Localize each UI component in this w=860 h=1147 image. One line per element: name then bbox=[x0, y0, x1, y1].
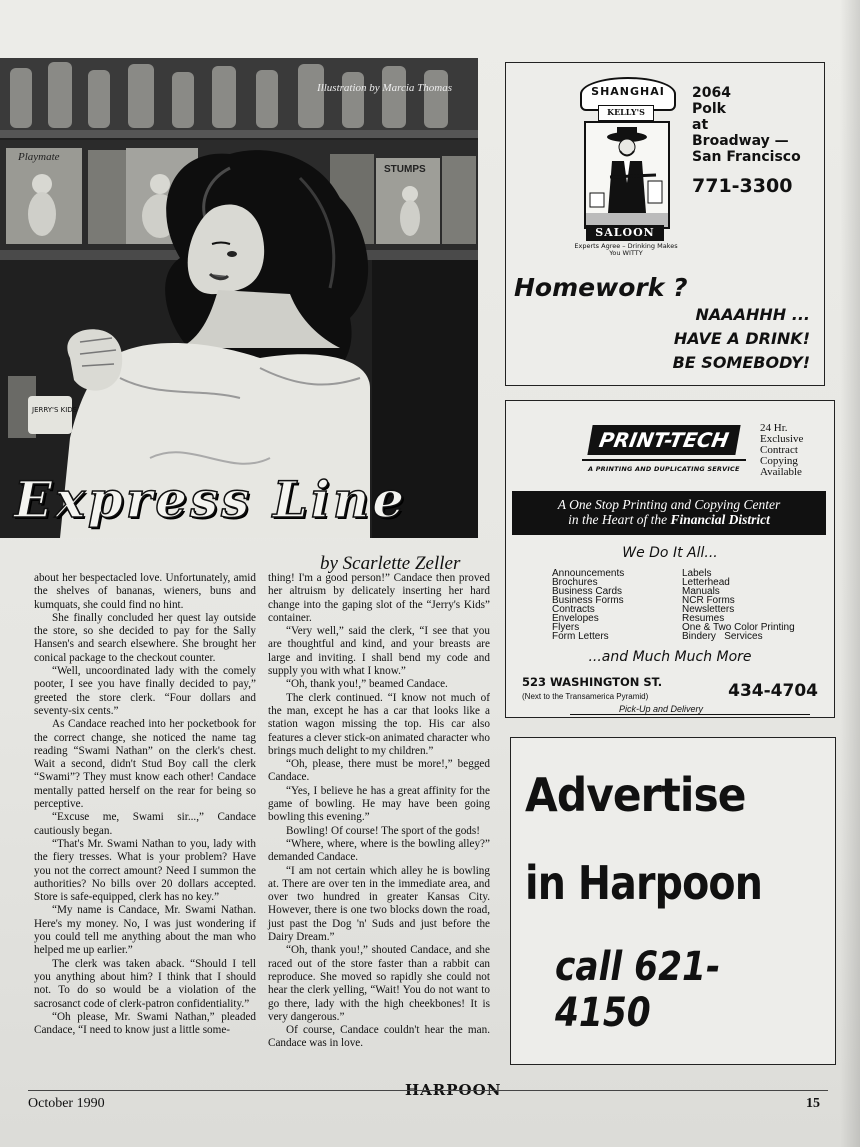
paragraph: “I am not certain which alley he is bowling at. There are over ten in the immediate area, and over two hundred in greater Kansas City. However, there is one two blocks down the road, just past the Dog 'n' Suds and just before the Dairy Dream.” bbox=[268, 864, 490, 944]
can-label-text: JERRY'S KIDS bbox=[32, 406, 78, 414]
service-item: One & Two Color Printing bbox=[682, 622, 795, 633]
advertise-line-2: in Harpoon bbox=[525, 856, 763, 910]
saloon-address bbox=[692, 85, 801, 165]
saloon-name: SALOON bbox=[586, 225, 664, 241]
footer-rule bbox=[28, 1090, 828, 1091]
address-line: 2064 bbox=[692, 85, 731, 101]
paragraph: “Oh, please, there must be more!,” begged Candace. bbox=[268, 758, 490, 784]
print-tech-hours bbox=[760, 423, 803, 478]
slogan-line: HAVE A DRINK! bbox=[673, 329, 810, 348]
paragraph: Of course, Candace couldn't hear the man. Candace was in love. bbox=[268, 1024, 490, 1050]
print-tech-logo: PRINT-TECH bbox=[587, 425, 740, 455]
paragraph: The clerk was taken aback. “Should I tell you anything about him? I think that I should not. To do so would be a violation of the sacrosanct code of clerk-patron confidentiality.” bbox=[34, 957, 256, 1010]
service-item: Manuals bbox=[682, 586, 720, 597]
poster-playmate-text: Playmate bbox=[18, 151, 60, 163]
print-tech-address: 523 WASHINGTON ST. bbox=[522, 675, 663, 689]
article-byline: by Scarlette Zeller bbox=[320, 553, 461, 574]
saloon-phone: 771-3300 bbox=[692, 175, 793, 197]
banner-line-2-text: in the Heart of the bbox=[568, 512, 668, 527]
slogan-line: NAAAHHH ... bbox=[695, 305, 810, 324]
harpoon-advertisement bbox=[510, 737, 836, 1065]
address-line: Broadway — bbox=[692, 133, 789, 149]
article-title: Express Line bbox=[14, 470, 408, 529]
service-item: Form Letters bbox=[552, 631, 609, 642]
advertise-phone: call 621-4150 bbox=[555, 944, 721, 1036]
address-line: San Francisco bbox=[692, 149, 801, 165]
saloon-sign: SHANGHAI bbox=[580, 77, 676, 111]
banner-line-2 bbox=[512, 512, 826, 527]
saloon-kelly-label: KELLY'S bbox=[598, 105, 654, 121]
service-item: NCR Forms bbox=[682, 595, 735, 606]
poster-stumps-text: STUMPS bbox=[384, 164, 426, 175]
paragraph: “My name is Candace, Mr. Swami Nathan. Here's my money. No, I was just wondering if you could tell me anything about the man who helped me up earlier.” bbox=[34, 904, 256, 957]
saloon-headline: Homework ? bbox=[514, 273, 688, 302]
saloon-logo bbox=[576, 77, 676, 263]
service-item: Contracts bbox=[552, 604, 595, 615]
saloon-advertisement bbox=[505, 62, 825, 386]
paragraph: Bowling! Of course! The sport of the gods! bbox=[286, 824, 480, 837]
paragraph: The clerk continued. “I know not much of the man, except he has a car that looks like a station wagon missing the top. His car also features a clever stick-on animated character who brings much delight to my children.” bbox=[268, 691, 490, 757]
bartender-illustration bbox=[584, 121, 670, 229]
paragraph: As Candace reached into her pocketbook for the correct change, she noticed the name tag reading “Swami Nathan” on the clerk's chest. Wait a second, didn't Stud Boy call the clerk “Swami”? They must know each other! Candace mentally patted herself on the rear for being so perceptive. bbox=[34, 718, 256, 811]
address-line: Polk bbox=[692, 101, 726, 117]
service-item: Resumes bbox=[682, 613, 725, 624]
article-column-2 bbox=[268, 572, 490, 1051]
paragraph: She finally concluded her quest lay outside the store, so she decided to pay for the Sally Hansen's and search elsewhere. She brought her conical package to the checkout counter. bbox=[34, 611, 256, 664]
advertise-line-1: Advertise bbox=[525, 768, 746, 822]
illustration-credit: Illustration by Marcia Thomas bbox=[317, 82, 452, 94]
print-tech-phone: 434-4704 bbox=[728, 681, 818, 701]
paragraph: about her bespectacled love. Unfortunately, amid the shelves of bananas, wieners, buns and kumquats, she could find no hint. bbox=[34, 572, 256, 611]
print-tech-banner bbox=[512, 491, 826, 535]
print-tech-tagline: A PRINTING AND DUPLICATING SERVICE bbox=[588, 465, 740, 473]
slogan-line: BE SOMEBODY! bbox=[672, 353, 810, 372]
service-item: Newsletters bbox=[682, 604, 735, 615]
paragraph: thing! I'm a good person!” Candace then proved her altruism by delicately inserting her hard change into the gaping slot of the “Jerry's Kids” container. bbox=[268, 572, 490, 624]
service-item: Announcements bbox=[552, 568, 625, 579]
paragraph: “Oh, thank you!,” beamed Candace. bbox=[286, 678, 448, 691]
address-line: at bbox=[692, 117, 709, 133]
page-number: 15 bbox=[806, 1096, 820, 1111]
hours-line: Contract bbox=[760, 444, 798, 456]
banner-line-1: A One Stop Printing and Copying Center bbox=[557, 497, 781, 512]
hours-line: Available bbox=[760, 466, 802, 478]
hours-line: 24 Hr. bbox=[760, 422, 788, 434]
service-item: Envelopes bbox=[552, 613, 599, 624]
saloon-slogan bbox=[673, 303, 810, 375]
paragraph: “Oh, thank you!,” shouted Candace, and she raced out of the store faster than a rabbit can reproduce. She moved so rapidly she could not hear the clerk yelling, “Wait! You do not want to go there, lady with the high cheekbones! It is very dangerous.” bbox=[268, 944, 490, 1023]
print-tech-pickup: Pick-Up and Delivery bbox=[616, 704, 706, 714]
footer-brand: HARPOON bbox=[405, 1081, 502, 1099]
paragraph: “Oh please, Mr. Swami Nathan,” pleaded Candace, “I need to know just a little some- bbox=[34, 1010, 256, 1037]
print-tech-more: ...and Much Much More bbox=[588, 649, 752, 665]
paragraph: “Well, uncoordinated lady with the comely pooter, I see you have finally decided to pay,” greeted the store clerk. “Four dollars and seventy-six cents.” bbox=[34, 665, 256, 717]
article-column-1 bbox=[34, 572, 256, 1037]
paragraph: “Yes, I believe he has a great affinity for the game of bowling. He may have been going bowling this evening.” bbox=[268, 784, 490, 824]
footer-date: October 1990 bbox=[28, 1096, 105, 1111]
service-item: Brochures bbox=[552, 577, 598, 588]
paragraph: “Excuse me, Swami sir...,” Candace cautiously began. bbox=[34, 811, 256, 837]
services-list-right bbox=[682, 569, 795, 641]
service-item: Business Forms bbox=[552, 595, 624, 606]
service-item: Letterhead bbox=[682, 577, 730, 588]
service-item: Labels bbox=[682, 568, 712, 579]
pickup-rule bbox=[570, 714, 810, 715]
page-edge-shadow bbox=[840, 0, 860, 1147]
paragraph: “Very well,” said the clerk, “I see that you are thoughtful and kind, and your breasts are large and inviting. I shall bend my code and supply you with what I know.” bbox=[268, 625, 490, 678]
paragraph: “That's Mr. Swami Nathan to you, lady with the fiery tresses. What is your problem? Have you not the correct amount? Need I summon the authorities? No bills over 20 dollars accepted. Store is safe-equipped, clerk has no key.” bbox=[34, 837, 256, 904]
service-item: Business Cards bbox=[552, 586, 623, 597]
hours-line: Exclusive bbox=[760, 433, 804, 445]
service-item: Flyers bbox=[552, 622, 580, 633]
paragraph: “Where, where, where is the bowling alley?” demanded Candace. bbox=[268, 837, 490, 864]
print-tech-advertisement bbox=[505, 400, 835, 718]
banner-line-2-bold: Financial District bbox=[670, 512, 770, 527]
services-list-left bbox=[552, 569, 624, 641]
article-illustration bbox=[0, 58, 478, 538]
print-tech-address-note: (Next to the Transamerica Pyramid) bbox=[522, 692, 649, 701]
logo-divider bbox=[582, 459, 746, 461]
saloon-tagline: Experts Agree – Drinking Makes You WITTY bbox=[574, 242, 678, 257]
bartender-icon bbox=[586, 123, 668, 227]
print-tech-we-do: We Do It All... bbox=[622, 545, 718, 561]
illustration-art bbox=[0, 58, 478, 538]
hours-line: Copying bbox=[760, 455, 798, 467]
service-item: Bindery Services bbox=[682, 631, 763, 642]
